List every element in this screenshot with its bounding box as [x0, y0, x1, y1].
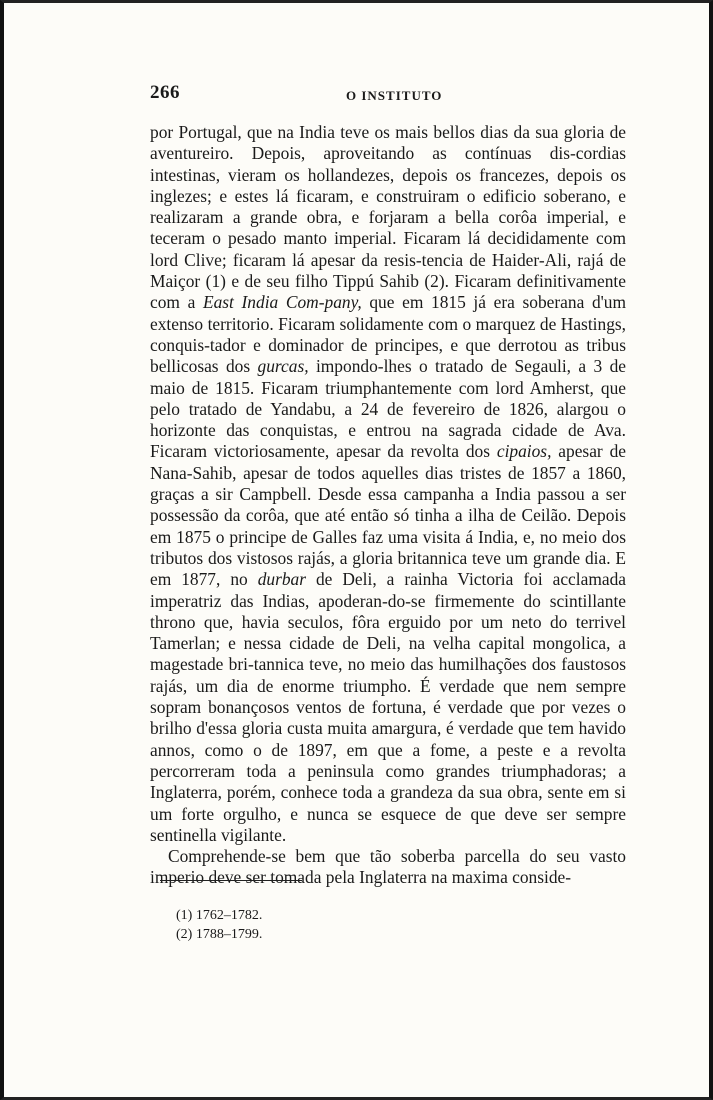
running-title: O INSTITUTO: [346, 88, 443, 103]
body-text: [150, 122, 626, 889]
paragraph-1: [150, 122, 626, 846]
page-header: [150, 82, 626, 108]
paragraph-2: Comprehende-se bem que tão soberba parcella do seu vasto imperio deve ser tomada pela Inglaterra na maxima conside-: [150, 846, 626, 888]
italic-text: durbar: [257, 569, 307, 590]
text-run: por Portugal, que na India teve os mais bellos dias da sua gloria de aventureiro. Depois, aproveitando as contínuas dis-cordias intestinas, vieram os hollandezes, depois os francezes, depois os inglezes; e estes lá ficaram, e construiram o edificio soberano, e realizaram a grande obra, e forjaram a bella corôa imperial, e teceram o pesado manto imperial. Ficaram lá decididamente com lord Clive; ficaram lá apesar da resis-tencia de Haider-Ali, rajá de Maiçor (1) e de seu filho Tippú Sahib (2). Ficaram definitivamente com a: [150, 122, 626, 313]
footnotes: [176, 906, 262, 944]
footnote-divider: [160, 880, 302, 881]
italic-text: cipaios,: [496, 441, 552, 462]
italic-text: East India Com-pany,: [202, 292, 362, 313]
footnote-1: (1) 1762–1782.: [176, 908, 263, 923]
text-run: que em 1815 já era soberana d'um extenso territorio. Ficaram solidamente com o marquez de Hastings, conquis-tador e dominador de principes, e que derrotou as tribus bellicosas dos: [150, 292, 626, 377]
text-run: apesar de Nana-Sahib, apesar de todos aquelles dias tristes de 1857 a 1860, graças a sir Campbell. Desde essa campanha a India passou a ser possessão da corôa, que até então só tinha a ilha de Ceilão. Depois em 1875 o principe de Galles faz uma visita á India, e, no meio dos tributos dos vistosos rajás, a gloria britannica teve um grande dia. E em 1877, no: [150, 441, 626, 590]
footnote-2: (2) 1788–1799.: [176, 927, 263, 942]
page-number: 266: [150, 82, 180, 103]
text-run: impondo-lhes o tratado de Segauli, a 3 de maio de 1815. Ficaram triumphantemente com lord Amherst, que pelo tratado de Yandabu, a 24 de fevereiro de 1826, alargou o horizonte das conquistas, e entrou na sagrada cidade de Ava. Ficaram victoriosamente, apesar da revolta dos: [150, 356, 627, 462]
text-run: de Deli, a rainha Victoria foi acclamada imperatriz das Indias, apoderan-do-se firmemente do scintillante throno que, havia seculos, fôra erguido por um neto do terrivel Tamerlan; e nessa cidade de Deli, na velha capital mongolica, a magestade bri-tannica teve, no meio das humilhações dos faustosos rajás, um dia de enorme triumpho. É verdade que nem sempre sopram bonançosos ventos de fortuna, é verdade que por vezes o brilho d'essa gloria custa muita amargura, é verdade que tem havido annos, como o de 1897, em que a fome, a peste e a revolta percorreram toda a peninsula como grandes triumphadoras; a Inglaterra, porém, conhece toda a grandeza da sua obra, sente em si um forte orgulho, e nunca se esquece de que deve ser sempre sentinella vigilante.: [150, 569, 626, 845]
italic-text: gurcas,: [257, 356, 309, 377]
